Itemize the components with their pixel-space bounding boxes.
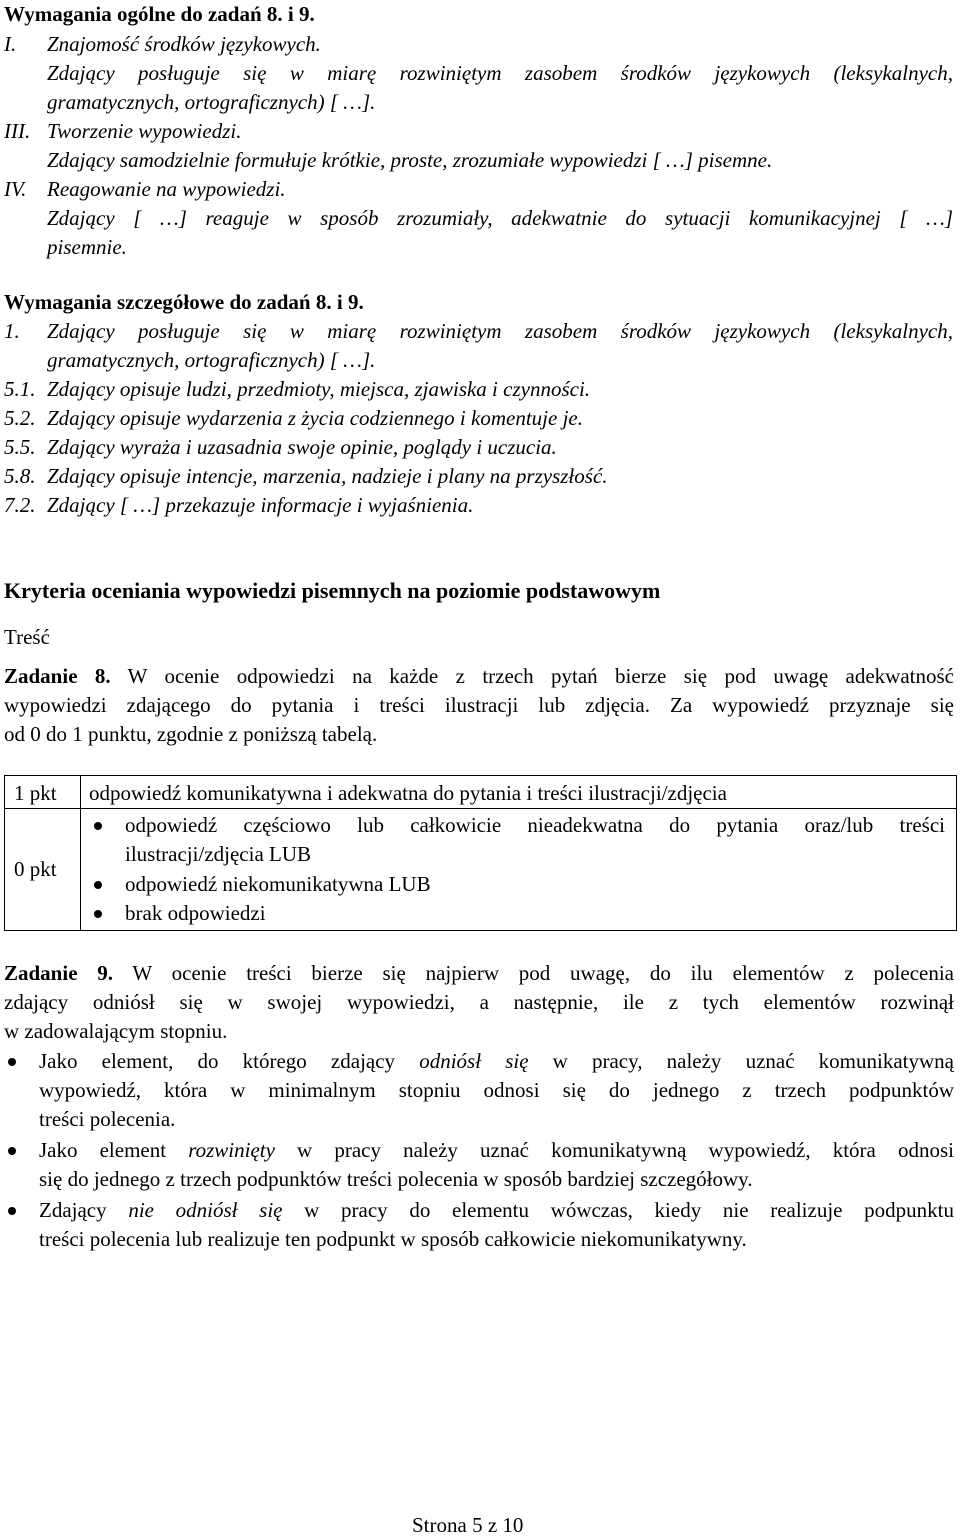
score-0pkt-item: brak odpowiedzi: [125, 901, 266, 925]
score-0pkt-item: ilustracji/zdjęcia LUB: [125, 842, 312, 866]
task9-bullet-line: treści polecenia.: [39, 1107, 176, 1131]
general-requirements-title: Wymagania ogólne do zadań 8. i 9.: [4, 2, 315, 26]
task9-bullet-line: wypowiedź, która w minimalnym stopniu odnosi się do jednego z trzech podpunktów: [39, 1078, 954, 1102]
score-0pkt-item: odpowiedź częściowo lub całkowicie nieadekwatna do pytania oraz/lub treści: [125, 813, 945, 837]
requirement-text: Zdający opisuje ludzi, przedmioty, miejsca, zjawiska i czynności.: [47, 377, 591, 401]
criteria-title: Kryteria oceniania wypowiedzi pisemnych na poziomie podstawowym: [4, 578, 661, 603]
bullet-icon: [94, 881, 102, 889]
requirement-number: 5.1.: [4, 377, 36, 401]
task9-line: w zadowalającym stopniu.: [4, 1019, 228, 1043]
requirement-number: 5.8.: [4, 464, 36, 488]
task9-bullet-line: się do jednego z trzech podpunktów treści polecenia w sposób bardziej szczegółowy.: [39, 1167, 753, 1191]
requirement-number: 7.2.: [4, 493, 36, 517]
bullet-icon: [8, 1058, 16, 1066]
requirement-text: Zdający [ …] przekazuje informacje i wyjaśnienia.: [47, 493, 474, 517]
task9-bullet-line: treści polecenia lub realizuje ten podpunkt w sposób całkowicie niekomunikatywny.: [39, 1227, 747, 1251]
requirement-number: 5.2.: [4, 406, 36, 430]
task8-line: wypowiedzi zdającego do pytania i treści ilustracji lub zdjęcia. Za wypowiedź przyznaje się: [4, 693, 954, 717]
task9-bullet-line: Jako element, do którego zdający odniósł się w pracy, należy uznać komunikatywną: [39, 1049, 954, 1073]
detailed-requirements-title: Wymagania szczegółowe do zadań 8. i 9.: [4, 290, 364, 314]
requirement-number: 5.5.: [4, 435, 36, 459]
score-1pkt-description: odpowiedź komunikatywna i adekwatna do pytania i treści ilustracji/zdjęcia: [89, 781, 727, 805]
requirement-number: 1.: [4, 319, 20, 343]
section-title: Znajomość środków językowych.: [47, 32, 321, 56]
requirement-text: gramatycznych, ortograficznych) [ …].: [47, 348, 376, 372]
score-0pkt: 0 pkt: [14, 857, 57, 881]
requirement-text: Zdający opisuje wydarzenia z życia codziennego i komentuje je.: [47, 406, 583, 430]
task8-label: Zadanie 8.: [4, 664, 111, 688]
section-text: Zdający posługuje się w miarę rozwiniętym zasobem środków językowych (leksykalnych,: [47, 61, 953, 85]
task9-bullet-line: Jako element rozwinięty w pracy należy uznać komunikatywną wypowiedź, która odnosi: [39, 1138, 954, 1162]
section-text: Zdający [ …] reaguje w sposób zrozumiały, adekwatnie do sytuacji komunikacyjnej [ …]: [47, 206, 953, 230]
task8-line: od 0 do 1 punktu, zgodnie z poniższą tabelą.: [4, 722, 378, 746]
section-number: IV.: [4, 177, 27, 201]
requirement-text: Zdający opisuje intencje, marzenia, nadzieje i plany na przyszłość.: [47, 464, 608, 488]
page-number: Strona 5 z 10: [412, 1513, 524, 1537]
task9-line: Zadanie 9. W ocenie treści bierze się najpierw pod uwagę, do ilu elementów z polecenia: [4, 961, 954, 985]
section-number: III.: [4, 119, 31, 143]
section-title: Tworzenie wypowiedzi.: [47, 119, 242, 143]
section-number: I.: [4, 32, 17, 56]
bullet-icon: [94, 910, 102, 918]
bullet-icon: [94, 822, 102, 830]
section-text: Zdający samodzielnie formułuje krótkie, proste, zrozumiałe wypowiedzi [ …] pisemne.: [47, 148, 773, 172]
section-text: gramatycznych, ortograficznych) [ …].: [47, 90, 376, 114]
bullet-icon: [8, 1147, 16, 1155]
task9-line: zdający odniósł się w swojej wypowiedzi, a następnie, ile z tych elementów rozwinął: [4, 990, 954, 1014]
task9-bullet-line: Zdający nie odniósł się w pracy do elementu wówczas, kiedy nie realizuje podpunktu: [39, 1198, 955, 1222]
requirement-text: Zdający wyraża i uzasadnia swoje opinie, poglądy i uczucia.: [47, 435, 557, 459]
section-text: pisemnie.: [47, 235, 127, 259]
bullet-icon: [8, 1207, 16, 1215]
task8-line: Zadanie 8. W ocenie odpowiedzi na każde z trzech pytań bierze się pod uwagę adekwatność: [4, 664, 955, 688]
section-title: Reagowanie na wypowiedzi.: [47, 177, 286, 201]
criteria-subtitle: Treść: [4, 625, 50, 649]
score-0pkt-item: odpowiedź niekomunikatywna LUB: [125, 872, 431, 896]
task9-label: Zadanie 9.: [4, 961, 114, 985]
requirement-text: Zdający posługuje się w miarę rozwiniętym zasobem środków językowych (leksykalnych,: [47, 319, 953, 343]
score-1pkt: 1 pkt: [14, 781, 57, 805]
